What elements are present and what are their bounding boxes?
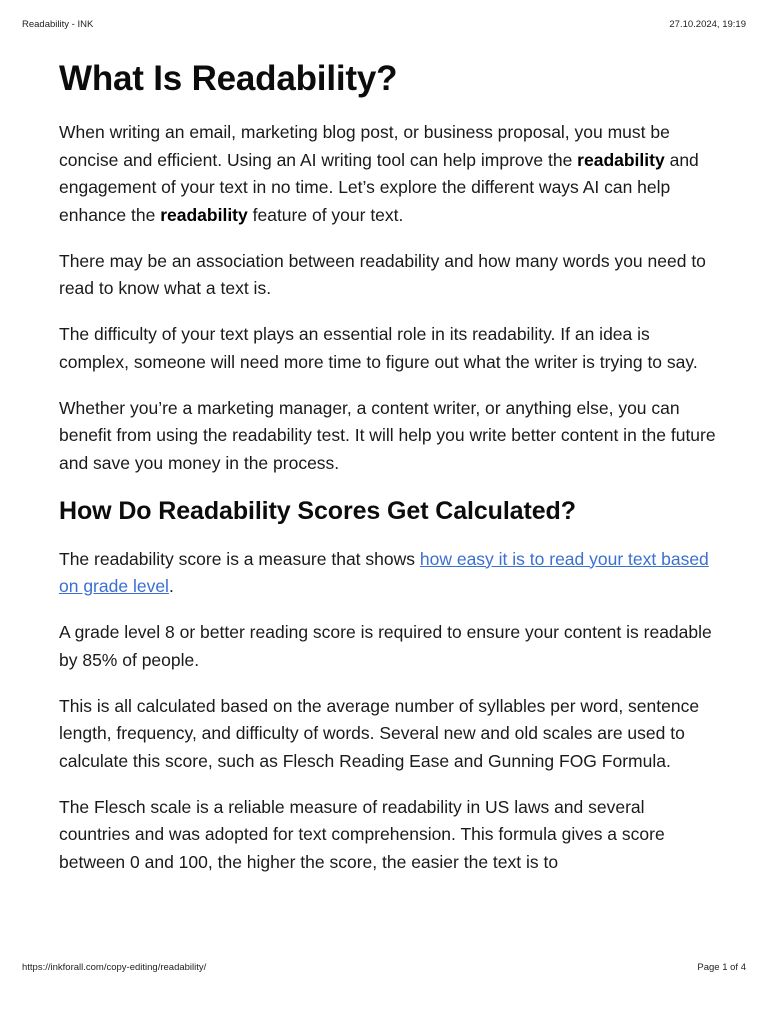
score-text-after: . xyxy=(168,576,174,596)
intro-text-2: and engagement of your text in no time. Let’s explore the different ways AI can help enhance the xyxy=(59,149,699,225)
score-text-before: The readability score is a measure that shows xyxy=(59,548,420,569)
intro-text-1: When writing an email, marketing blog post, or business proposal, you must be concise and efficient. Using an AI writing tool can help improve the xyxy=(59,122,670,170)
intro-text-3: feature of your text. xyxy=(247,204,404,225)
paragraph-benefit: Whether you’re a marketing manager, a content writer, or anything else, you can benefit from using the readability test. It will help you write better content in the future and save you money in the process. xyxy=(59,397,716,473)
paragraph-grade-level: A grade level 8 or better reading score is required to ensure your content is readable by 85% of people. xyxy=(59,622,712,670)
print-footer xyxy=(22,962,746,976)
intro-bold-readability-1: readability xyxy=(577,149,665,170)
article-title: What Is Readability? xyxy=(59,59,398,98)
print-page-title: Readability - INK xyxy=(22,19,94,30)
print-datetime: 27.10.2024, 19:19 xyxy=(669,19,746,30)
print-header xyxy=(22,19,746,33)
section-heading: How Do Readability Scores Get Calculated? xyxy=(59,496,576,525)
paragraph-score-measure xyxy=(59,546,719,601)
intro-paragraph xyxy=(59,119,719,229)
paragraph-flesch-scale: The Flesch scale is a reliable measure of readability in US laws and several countries and was adopted for text comprehension. This formula gives a score between 0 and 100, the higher the score, the easier the text is to xyxy=(59,796,665,872)
print-url: https://inkforall.com/copy-editing/readability/ xyxy=(22,962,207,973)
grade-level-link[interactable]: how easy it is to read your text based on grade level xyxy=(59,548,709,596)
article-content xyxy=(59,58,719,946)
paragraph-difficulty: The difficulty of your text plays an essential role in its readability. If an idea is complex, someone will need more time to figure out what the writer is trying to say. xyxy=(59,324,698,372)
paragraph-calculation: This is all calculated based on the average number of syllables per word, sentence length, frequency, and difficulty of words. Several new and old scales are used to calculate this score, such as Flesch Reading Ease and Gunning FOG Formula. xyxy=(59,695,700,771)
print-page-number: Page 1 of 4 xyxy=(697,962,746,973)
intro-bold-readability-2: readability xyxy=(160,204,248,225)
paragraph-word-association: There may be an association between readability and how many words you need to read to know what a text is. xyxy=(59,250,706,298)
